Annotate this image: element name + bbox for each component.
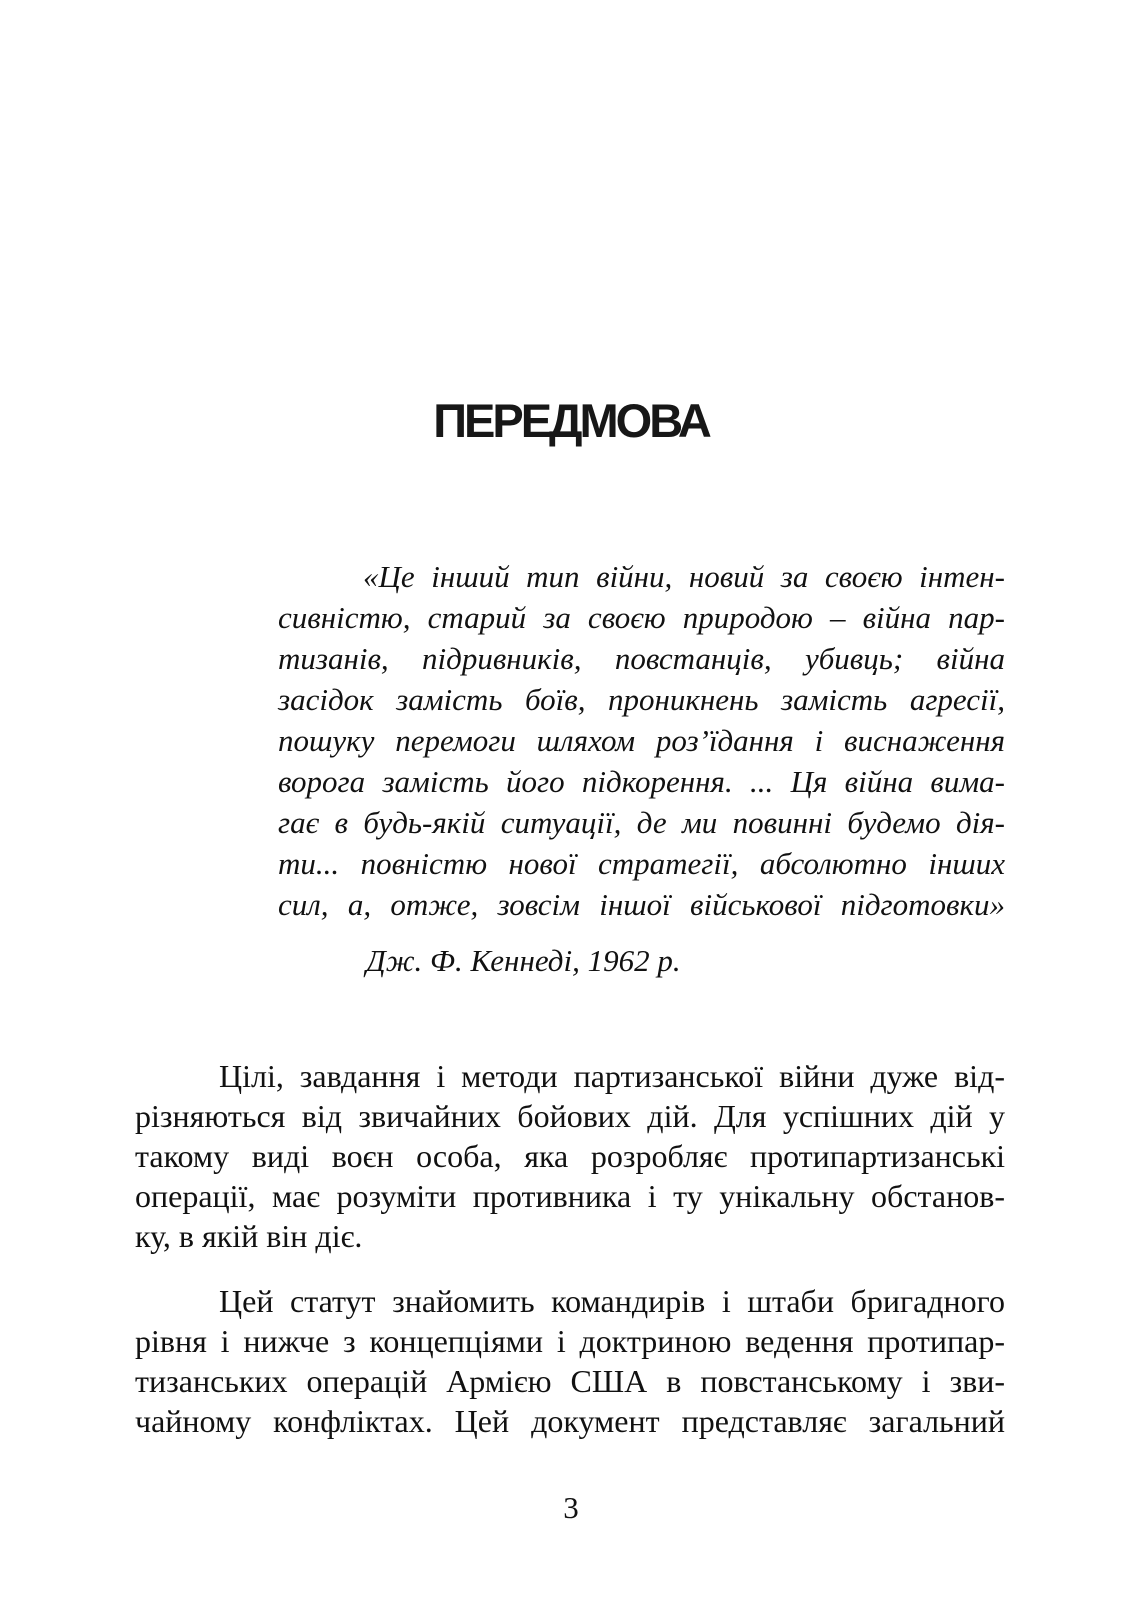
body-paragraph-2 (135, 1281, 1005, 1441)
text-line: операції, має розуміти противника і ту унікальну обстанов- (135, 1178, 1005, 1214)
text-line: чайному конфліктах. Цей документ представляє загальний (135, 1403, 1005, 1439)
text-line: рівня і нижче з концепціями і доктриною ведення протипар- (135, 1323, 1005, 1359)
text-line: Цілі, завдання і методи партизанської війни дуже від- (219, 1058, 1005, 1094)
text-line: різняються від звичайних бойових дій. Для успішних дій у (135, 1098, 1005, 1134)
body-paragraph-1 (135, 1056, 1005, 1256)
page-number: 3 (563, 1490, 579, 1525)
quote-line: пошуку перемоги шляхом роз’їдання і виснаження (278, 723, 1005, 758)
quote-attribution: Дж. Ф. Кеннеді, 1962 р. (366, 943, 681, 978)
quote-line: тизанів, підривників, повстанців, убивць; війна (278, 641, 1005, 676)
page-title: ПЕРЕДМОВА (433, 394, 709, 447)
quote-line: гає в будь-якій ситуації, де ми повинні будемо дія- (278, 805, 1005, 840)
quote-line: ворога замість його підкорення. ... Ця війна вима- (278, 764, 1005, 799)
text-line: ку, в якій він діє. (135, 1218, 363, 1254)
quote-line: сил, а, отже, зовсім іншої військової підготовки» (278, 887, 1005, 922)
text-line: такому виді воєн особа, яка розробляє протипартизанські (135, 1138, 1005, 1174)
quote-line: «Це інший тип війни, новий за своєю інтен- (363, 559, 1005, 594)
quote-line: засідок замість боїв, проникнень замість агресії, (278, 682, 1005, 717)
epigraph-quote (278, 556, 1005, 925)
text-line: Цей статут знайомить командирів і штаби бригадного (219, 1283, 1005, 1319)
quote-line: сивністю, старий за своєю природою – війна пар- (278, 600, 1005, 635)
text-line: тизанських операцій Армією США в повстанському і зви- (135, 1363, 1005, 1399)
quote-line: ти... повністю нової стратегії, абсолютно інших (278, 846, 1005, 881)
